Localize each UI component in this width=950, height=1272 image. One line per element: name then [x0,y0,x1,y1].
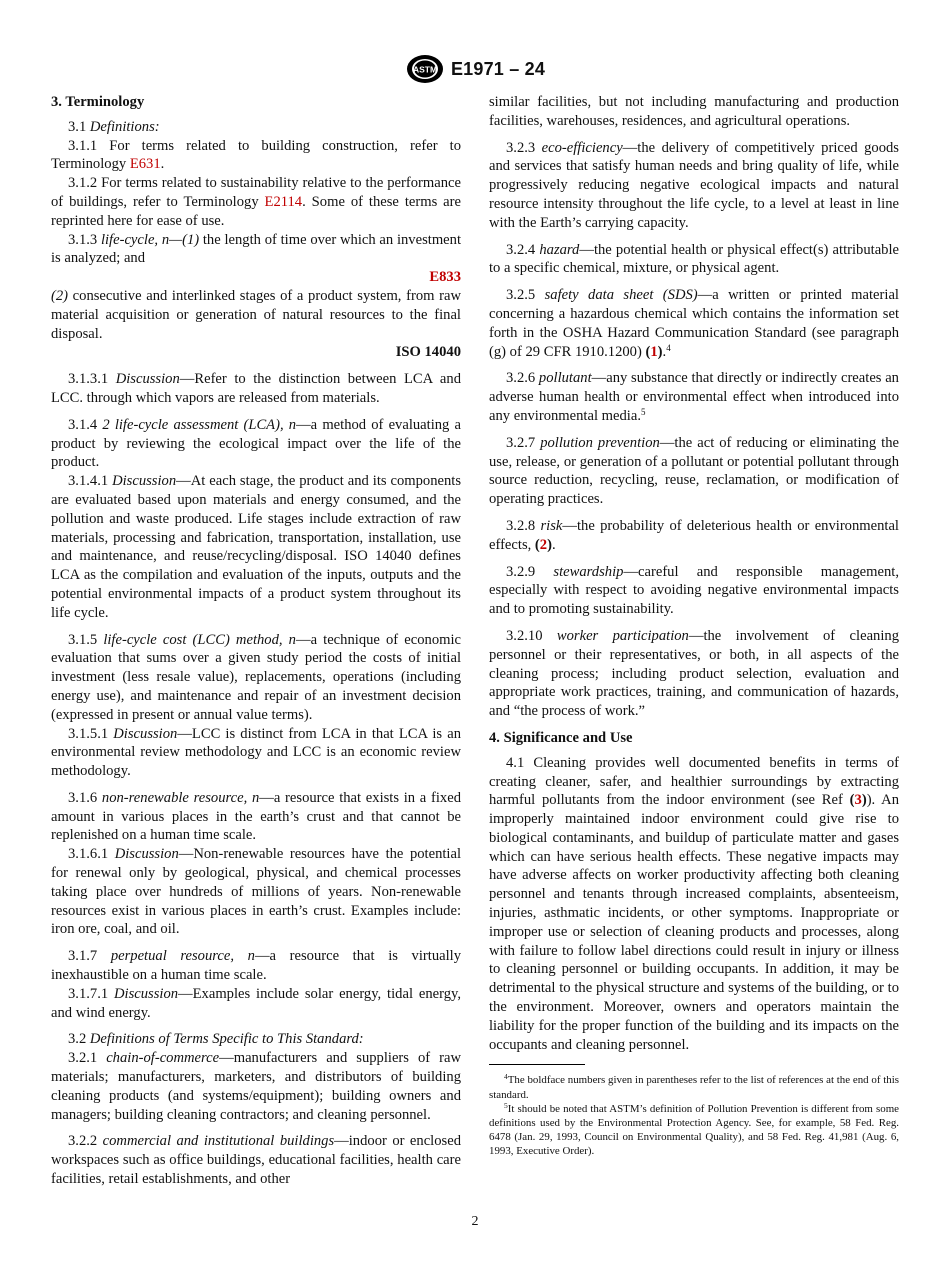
para-3-2-6: 3.2.6 pollutant—any substance that directly or indirectly creates an adverse human health or environmental effect when introduced into any environmental media.$^5$ [489,370,899,424]
astm-logo-icon [405,52,445,86]
footnote-4: $^4$The boldface numbers given in parentheses refer to the list of references at the end of this standard. [489,1072,899,1101]
para-3-2: 3.2 Definitions of Terms Specific to This Standard: [68,1031,364,1048]
para-3-1-6-1: 3.1.6.1 Discussion—Non-renewable resources have the potential for renewal only by geological, physical, and chemical processes taking place over hundreds of millions of years. Non-renewable resources exist in various places in earth’s crust. Examples include: iron ore, coal, and oil. [51,846,462,938]
para-3-1-2: 3.1.2 For terms related to sustainability relative to the performance of buildings, refer to Terminology E2114. Some of these terms are reprinted here for ease of use. [51,175,461,229]
footnote-5-marker: 5 [640,406,646,417]
footnote-divider [489,1064,585,1065]
ref-3-link[interactable]: 3 [854,792,862,809]
citation-iso-14040: ISO 14040 [395,344,461,361]
para-3-2-4: 3.2.4 hazard—the potential health or physical effect(s) attributable to a specific chemical, mixture, or physical agent. [489,241,899,277]
page-header [0,52,950,86]
ref-e833-link[interactable]: E833 [429,269,461,286]
right-column [489,93,899,1159]
para-3-1-4: 3.1.4 2 life-cycle assessment (LCA), n—a method of evaluating a product by reviewing the ecological impact over the life of the product. [51,416,461,471]
ref-e2114-link[interactable]: E2114 [264,193,303,210]
ref-2-link[interactable]: 2 [539,536,548,553]
para-3-2-3: 3.2.3 eco-efficiency—the delivery of competitively priced goods and services that satisfy human needs and bring quality of life, while progressively reducing negative ecological impacts and natural resource intensity throughout the life cycle, to a level at least in line with the Earth’s carrying capacity. [489,139,899,231]
footnote-5: $^5$It should be noted that ASTM’s definition of Pollution Prevention is different from some definitions used by the Environmental Protection Agency. See, for example, 58 Fed. Reg. 6478 (Jan. 29, 1993, Council on Environmental Quality), and 58 Fed. Reg. 41,981 (Aug. 6, 1993, Executive Order). [489,1100,899,1158]
para-3-1-3-1: 3.1.3.1 Discussion—Refer to the distinction between LCA and LCC. through which vapors are released from materials. [51,371,462,406]
footnote-4-marker: 4 [666,342,671,353]
left-column [51,93,461,1189]
para-3-1-5-1: 3.1.5.1 Discussion—LCC is distinct from LCA in that LCA is an environmental review methodology and LCC is an economic review methodology. [51,725,462,780]
para-3-1-6: 3.1.6 non-renewable resource, n—a resource that exists in a fixed amount in various places in the earth’s crust and that cannot be replenished on a human time scale. [51,789,461,844]
para-3-1-7-1: 3.1.7.1 Discussion—Examples include solar energy, tidal energy, and wind energy. [51,985,461,1021]
para-4-1: 4.1 Cleaning provides well documented benefits in terms of creating cleaner, safer, and healthier surroundings by extracting harmful pollutants from the indoor environment (see Ref (3)). An improperly maintained indoor environment could give rise to biological contaminants, and buildup of particulate matter and gases which can have serious health effects. These negative impacts may have adverse affects on worker productivity affecting both cleaning personnel and tenants through increased complaints, absenteeism, injuries, asthmatic incidents, or other symptoms. Inappropriate or improper use or selection of cleaning products and processes, along with failure to follow label directions could result in injury or illness to cleaning personnel or building occupants. In addition, it may be detrimental to the physical structure and systems of the building, or to the environment. Moreover, owners and operators maintain the liability for the proper function of the building and its impacts on the occupants and cleaning personnel. [489,754,900,1053]
para-3-1-7: 3.1.7 perpetual resource, n—a resource that is virtually inexhaustible on a human time scale. [51,948,462,984]
para-3-2-8: 3.2.8 risk—the probability of deleterious health or environmental effects, (2). [489,517,899,553]
para-3-1-5: 3.1.5 life-cycle cost (LCC) method, n—a technique of economic evaluation that sums over a given study period the costs of initial investment (less resale value), replacements, operations (including energy use), and maintenance and repair of an investment decision (expressed in present or annual value terms). [51,631,462,723]
para-3-2-2-continued: similar facilities, but not including manufacturing and production facilities, warehouses, residences, and agricultural operations. [489,94,899,129]
ref-1-link[interactable]: 1 [650,343,658,360]
ref-e631-link[interactable]: E631 [129,156,161,173]
para-3-2-9: 3.2.9 stewardship—careful and responsible management, especially with respect to avoiding negative environmental impacts and to promoting sustainability. [489,563,899,618]
para-3-1: 3.1 Definitions: [68,118,160,135]
para-3-2-7: 3.2.7 pollution prevention—the act of reducing or eliminating the use, release, or generation of a pollutant or potential pollutant through source reduction, recycling, reuse, reclamation, or modification of operating practices. [489,434,899,508]
para-3-2-2: 3.2.2 commercial and institutional buildings—indoor or enclosed workspaces such as office buildings, educational facilities, health care facilities, retail establishments, and other [51,1133,461,1188]
svg-text:ASTM: ASTM [412,64,437,75]
section-3-heading: 3. Terminology [51,94,145,110]
para-3-2-5: 3.2.5 safety data sheet (SDS)—a written or printed material concerning a hazardous chemical which contains the information set forth in the OSHA Hazard Communication Standard (see paragraph (g) of 29 CFR 1910.1200) (1).$^4$ [489,287,899,360]
para-3-1-1: 3.1.1 For terms related to building construction, refer to Terminology E631. [51,137,461,173]
para-3-1-4-1: 3.1.4.1 Discussion—At each stage, the product and its components are evaluated based upon materials and energy consumed, and the pollution and waste produced. Life stages include extraction of raw materials, processing and fabrication, transportation, installation, use and maintenance, and reuse/recycling/disposal. ISO 14040 defines LCA as the compilation and evaluation of the inputs, outputs and the potential environmental impacts of a product system throughout its life cycle. [51,473,462,621]
section-4-heading: 4. Significance and Use [489,729,633,746]
page-number: 2 [471,1214,479,1229]
para-3-1-3: 3.1.3 life-cycle, n—(1) the length of time over which an investment is analyzed; and E833 (2) consecutive and interlinked stages of a product system, from raw material acquisition or generation of natural resources to the final disposal. ISO 14040 [51,231,461,361]
document-id: E1971 – 24 [450,58,546,79]
para-3-2-1: 3.2.1 chain-of-commerce—manufacturers and suppliers of raw materials; manufacturers, marketers, and distributors of building cleaning products (and systems/equipment); building owners and managers; building cleaning contractors; and cleaning personnel. [51,1050,462,1123]
para-3-2-10: 3.2.10 worker participation—the involvement of cleaning personnel or their representatives, or both, in all aspects of the cleaning process; including product selection, evaluation and appropriate work practices, training, and communication of hazards, and “the process of work.” [489,627,899,720]
